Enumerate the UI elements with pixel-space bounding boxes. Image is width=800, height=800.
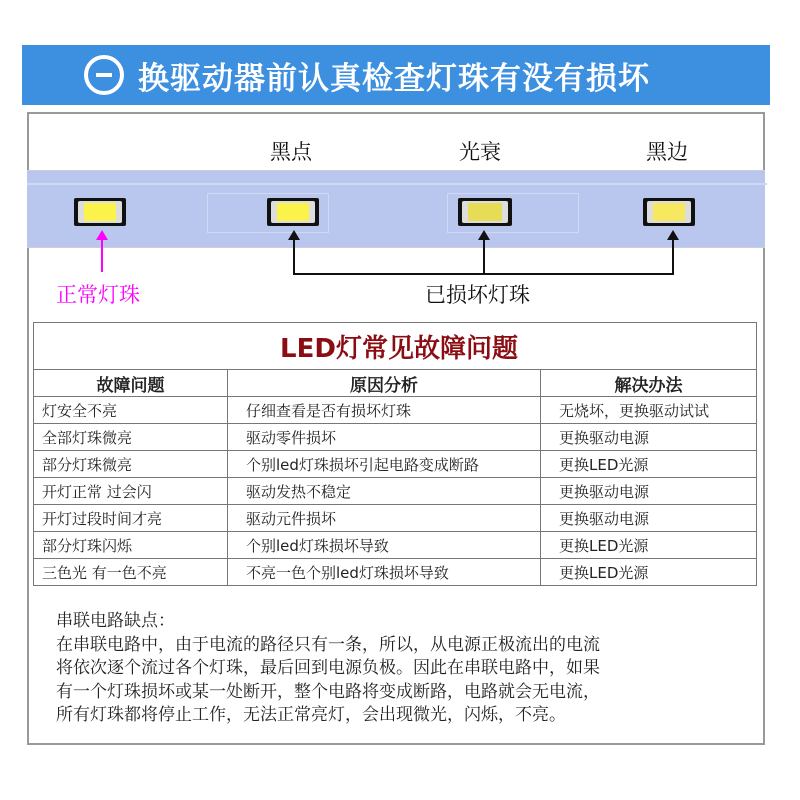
notes-line: 有一个灯珠损坏或某一处断开，整个电路将变成断路，电路就会无电流，: [56, 681, 600, 702]
table-cell: 驱动元件损坏: [228, 505, 541, 532]
label-light-decay: 光衰: [459, 140, 501, 164]
table-cell: 更换驱动电源: [541, 505, 757, 532]
table-cell: 更换LED光源: [541, 559, 757, 586]
table-cell: 仔细查看是否有损坏灯珠: [228, 397, 541, 424]
table-cell: 不亮一色个别led灯珠损坏导致: [228, 559, 541, 586]
table-title: LED灯常见故障问题: [34, 323, 757, 370]
table-cell: 个别led灯珠损坏导致: [228, 532, 541, 559]
arrow-black-edge: [672, 232, 674, 274]
table-row: [34, 505, 757, 532]
label-black-edge: 黑边: [646, 140, 688, 164]
table-cell: 开灯正常 过会闪: [34, 478, 228, 505]
header-fault: 故障问题: [34, 370, 228, 397]
arrow-black-dot: [293, 232, 295, 274]
table-cell: 灯安全不亮: [34, 397, 228, 424]
arrow-normal: [101, 232, 103, 272]
table-row: [34, 478, 757, 505]
table-cell: 更换驱动电源: [541, 478, 757, 505]
led-black-edge: [643, 198, 695, 226]
label-damaged: 已损坏灯珠: [425, 283, 530, 307]
notes-line: 将依次逐个流过各个灯珠，最后回到电源负极。因此在串联电路中，如果: [56, 658, 600, 678]
title-banner: [22, 45, 770, 105]
table-cell: 更换LED光源: [541, 532, 757, 559]
table-row: [34, 451, 757, 478]
led-black-dot: [267, 198, 319, 226]
table-cell: 无烧坏，更换驱动试试: [541, 397, 757, 424]
arrow-light-decay: [483, 232, 485, 274]
table-cell: 驱动发热不稳定: [228, 478, 541, 505]
bracket-line: [293, 273, 674, 275]
fault-table: [33, 322, 757, 586]
table-row: [34, 397, 757, 424]
label-normal: 正常灯珠: [56, 283, 140, 307]
label-black-dot: 黑点: [270, 140, 312, 164]
table-row: [34, 532, 757, 559]
table-cell: 个别led灯珠损坏引起电路变成断路: [228, 451, 541, 478]
table-cell: 更换LED光源: [541, 451, 757, 478]
table-cell: 部分灯珠闪烁: [34, 532, 228, 559]
table-cell: 更换驱动电源: [541, 424, 757, 451]
banner-title: 换驱动器前认真检查灯珠有没有损坏: [138, 60, 650, 97]
header-solution: 解决办法: [541, 370, 757, 397]
table-cell: 部分灯珠微亮: [34, 451, 228, 478]
table-cell: 开灯过段时间才亮: [34, 505, 228, 532]
header-cause: 原因分析: [228, 370, 541, 397]
led-light-decay: [458, 198, 512, 226]
table-row: [34, 559, 757, 586]
table-cell: 三色光 有一色不亮: [34, 559, 228, 586]
series-circuit-notes: [56, 610, 600, 728]
notes-title: 串联电路缺点：: [56, 611, 175, 631]
circled-one-icon: [84, 55, 124, 95]
notes-line: 所有灯珠都将停止工作，无法正常亮灯，会出现微光，闪烁，不亮。: [56, 705, 566, 725]
table-cell: 驱动零件损坏: [228, 424, 541, 451]
led-normal: [74, 198, 126, 226]
table-cell: 全部灯珠微亮: [34, 424, 228, 451]
table-row: [34, 424, 757, 451]
notes-line: 在串联电路中，由于电流的路径只有一条，所以，从电源正极流出的电流: [56, 634, 600, 655]
